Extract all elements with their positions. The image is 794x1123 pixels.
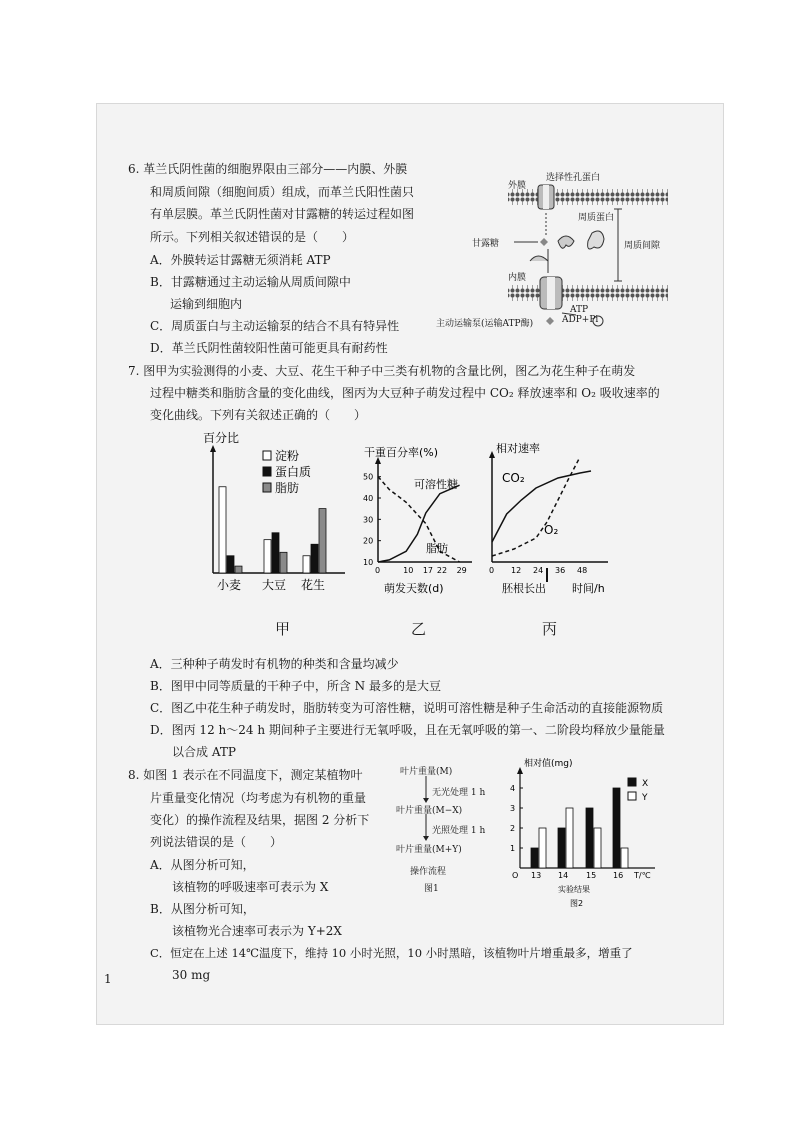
yi-y-tick: 30 <box>363 515 374 525</box>
yi-x-tick: 29 <box>456 566 467 575</box>
jia-category-label: 花生 <box>301 578 326 592</box>
chart-bing <box>480 440 615 600</box>
q8-category-label: 14 <box>558 871 569 880</box>
jia-legend-label: 淀粉 <box>275 449 300 463</box>
jia-category-label: 小麦 <box>217 578 242 592</box>
q8-stem-line-1: 8. 如图 1 表示在不同温度下，测定某植物叶 <box>128 768 363 782</box>
jia-bar-大豆-蛋白质 <box>272 533 279 573</box>
q6-option-d: D．革兰氏阴性菌较阳性菌可能更具有耐药性 <box>150 341 388 355</box>
flow-step-1: 叶片重量(M) <box>400 767 453 777</box>
q6-option-b-cont: 运输到细胞内 <box>170 297 243 311</box>
q8-bar-15-X <box>586 808 593 868</box>
jia-legend-label: 脂肪 <box>275 481 300 495</box>
q8-category-label: 15 <box>586 871 597 880</box>
q8-bar-13-Y <box>539 828 546 868</box>
q8-ylabel: 相对值(mg) <box>524 759 573 769</box>
q8-bar-14-X <box>558 828 565 868</box>
jia-bar-大豆-脂肪 <box>280 552 287 573</box>
q6-fig-mannose: 甘露糖 <box>472 239 500 249</box>
flow-arrow-2-label: 光照处理 1 h <box>432 826 486 836</box>
chart-yi <box>360 440 480 600</box>
jia-y-arrow <box>210 445 216 452</box>
flow-arrows <box>420 776 432 846</box>
flow-caption: 操作流程 <box>410 867 447 877</box>
jia-legend-label: 蛋白质 <box>275 465 312 479</box>
q8-stem-line-2: 片重量变化情况（均考虑为有机物的重量 <box>150 791 367 805</box>
q8-bar-15-Y <box>594 828 601 868</box>
jia-bar-花生-淀粉 <box>303 556 310 573</box>
yi-x-tick: 17 <box>422 566 433 575</box>
yi-series-label: 可溶性糖 <box>414 478 458 491</box>
q8-option-c-cont: 30 mg <box>172 968 211 982</box>
flow-arrow-1-label: 无光处理 1 h <box>432 788 486 798</box>
yi-y-tick: 40 <box>363 494 374 503</box>
q7-option-a: A．三种种子萌发时有机物的种类和含量均减少 <box>150 657 399 671</box>
q8-option-b-cont: 该植物光合速率可表示为 Y+2X <box>172 924 342 938</box>
bing-x-tick: 36 <box>555 566 566 575</box>
jia-ylabel: 百分比 <box>203 431 240 445</box>
q8-option-a-cont: 该植物的呼吸速率可表示为 X <box>172 880 329 894</box>
bing-x-tick: 0 <box>489 566 495 575</box>
q7-stem-line-2: 过程中糖类和脂肪含量的变化曲线，图丙为大豆种子萌发过程中 CO₂ 释放速率和 O₂ 吸收速率的 <box>150 386 660 400</box>
q7-option-b: B．图甲中同等质量的干种子中，所含 N 最多的是大豆 <box>150 679 441 693</box>
q8-bar-13-X <box>531 848 538 868</box>
q8-option-b: B．从图分析可知， <box>150 902 255 916</box>
q8-stem-line-3: 变化）的操作流程及结果，据图 2 分析下 <box>150 813 370 827</box>
bing-x-tick: 24 <box>533 566 544 575</box>
q8-fig-label: 图2 <box>570 899 584 908</box>
yi-y-tick: 10 <box>363 558 374 567</box>
q6-fig-atp: ATP <box>570 305 589 315</box>
jia-bar-小麦-淀粉 <box>219 487 226 573</box>
q8-y-arrow <box>517 767 523 774</box>
flow-step-2: 叶片重量(M−X) <box>396 806 463 816</box>
q6-fig-adp: ADP+Pi <box>562 315 599 325</box>
jia-bar-花生-脂肪 <box>319 509 326 573</box>
jia-legend-swatch-脂肪 <box>263 483 271 492</box>
q6-stem-line-3: 有单层膜。革兰氏阴性菌对甘露糖的转运过程如图 <box>150 207 415 221</box>
yi-y-tick: 50 <box>363 472 374 482</box>
q8-category-label: 16 <box>613 871 624 880</box>
q8-bar-14-Y <box>566 808 573 868</box>
caption-bing: 丙 <box>542 620 558 638</box>
bing-annotation: 胚根长出 <box>502 582 546 595</box>
jia-legend-swatch-淀粉 <box>263 451 271 460</box>
q7-option-d: D．图丙 12 h～24 h 期间种子主要进行无氧呼吸，且在无氧呼吸的第一、二阶段均释放少量能量 <box>150 723 665 737</box>
q6-fig-pump: 主动运输泵(运输ATP酶) <box>436 319 534 329</box>
q7-option-d-cont: 以合成 ATP <box>172 745 236 759</box>
q8-category-label: 13 <box>531 871 542 880</box>
jia-bar-小麦-脂肪 <box>235 566 242 573</box>
q7-stem-line-1: 7. 图甲为实验测得的小麦、大豆、花生干种子中三类有机物的含量比例，图乙为花生种子在萌发 <box>128 364 636 378</box>
jia-category-label: 大豆 <box>262 578 287 592</box>
bing-x-tick: 12 <box>511 566 522 575</box>
yi-xlabel: 萌发天数(d) <box>384 582 444 595</box>
jia-bar-花生-蛋白质 <box>311 544 318 573</box>
q8-legend-swatch-X <box>628 778 636 786</box>
q7-stem-line-3: 变化曲线。下列有关叙述正确的（ ） <box>150 408 367 422</box>
bing-series-label: CO₂ <box>502 471 525 485</box>
yi-x-tick: 0 <box>375 566 381 575</box>
q6-fig-periplasm: 周质间隙 <box>624 241 661 251</box>
caption-yi: 乙 <box>411 620 427 638</box>
q8-bar-16-Y <box>621 848 628 868</box>
q8-stem-line-4: 列说法错误的是（ ） <box>150 835 283 849</box>
q8-y-tick: 4 <box>510 784 516 793</box>
q8-legend-label: X <box>642 779 649 789</box>
q6-stem-line-2: 和周质间隙（细胞间质）组成，而革兰氏阳性菌只 <box>150 185 415 199</box>
q6-fig-periplasmic-protein: 周质蛋白 <box>578 213 615 223</box>
yi-ylabel: 干重百分率(%) <box>364 446 439 459</box>
page-number: 1 <box>104 972 112 986</box>
q8-y-tick: 2 <box>510 824 516 833</box>
bing-x-tick: 48 <box>577 566 588 575</box>
chart-q8 <box>500 758 665 908</box>
q6-fig-outer-membrane: 外膜 <box>508 181 527 191</box>
jia-bar-小麦-蛋白质 <box>227 556 234 573</box>
q6-stem-line-1: 6. 革兰氏阴性菌的细胞界限由三部分——内膜、外膜 <box>128 162 408 176</box>
flow-fig-label: 图1 <box>424 884 439 894</box>
q6-fig-porin: 选择性孔蛋白 <box>546 173 601 183</box>
q8-bar-16-X <box>613 788 620 868</box>
q8-y-tick: 1 <box>510 844 516 853</box>
q6-option-b: B．甘露糖通过主动运输从周质间隙中 <box>150 275 351 289</box>
bing-y-arrow <box>489 451 495 458</box>
flow-step-3: 叶片重量(M+Y) <box>396 845 462 855</box>
yi-x-tick: 22 <box>436 566 448 575</box>
jia-legend-swatch-蛋白质 <box>263 467 271 476</box>
q6-option-a: A．外膜转运甘露糖无须消耗 ATP <box>150 253 331 267</box>
bing-xlabel: 时间/h <box>572 582 605 595</box>
chart-jia <box>195 428 355 598</box>
q7-option-c: C．图乙中花生种子萌发时，脂肪转变为可溶性糖，说明可溶性糖是种子生命活动的直接能源物质 <box>150 701 664 715</box>
q8-legend-label: Y <box>642 793 648 803</box>
q8-x-caption: 实验结果 <box>558 885 590 894</box>
q8-option-c: C．恒定在上述 14℃温度下，维持 10 小时光照，10 小时黑暗，该植物叶片增重最多，增重了 <box>150 946 633 960</box>
q6-option-c: C．周质蛋白与主动运输泵的结合不具有特异性 <box>150 319 400 333</box>
bing-series-label: O₂ <box>544 523 559 537</box>
q6-fig-inner-membrane: 内膜 <box>508 273 527 283</box>
yi-x-tick: 10 <box>403 566 414 575</box>
q8-legend-swatch-Y <box>628 792 636 800</box>
q8-y-tick: 3 <box>510 804 516 813</box>
yi-series-label: 脂肪 <box>426 542 448 555</box>
bing-ylabel: 相对速率 <box>496 442 540 455</box>
q8-option-a: A．从图分析可知， <box>150 858 255 872</box>
yi-y-tick: 20 <box>363 536 374 546</box>
q8-xlabel: T/℃ <box>634 871 651 880</box>
jia-bar-大豆-淀粉 <box>264 540 271 573</box>
caption-jia: 甲 <box>275 620 291 638</box>
q6-stem-line-4: 所示。下列相关叙述错误的是（ ） <box>150 230 355 244</box>
q8-origin: O <box>512 871 519 880</box>
